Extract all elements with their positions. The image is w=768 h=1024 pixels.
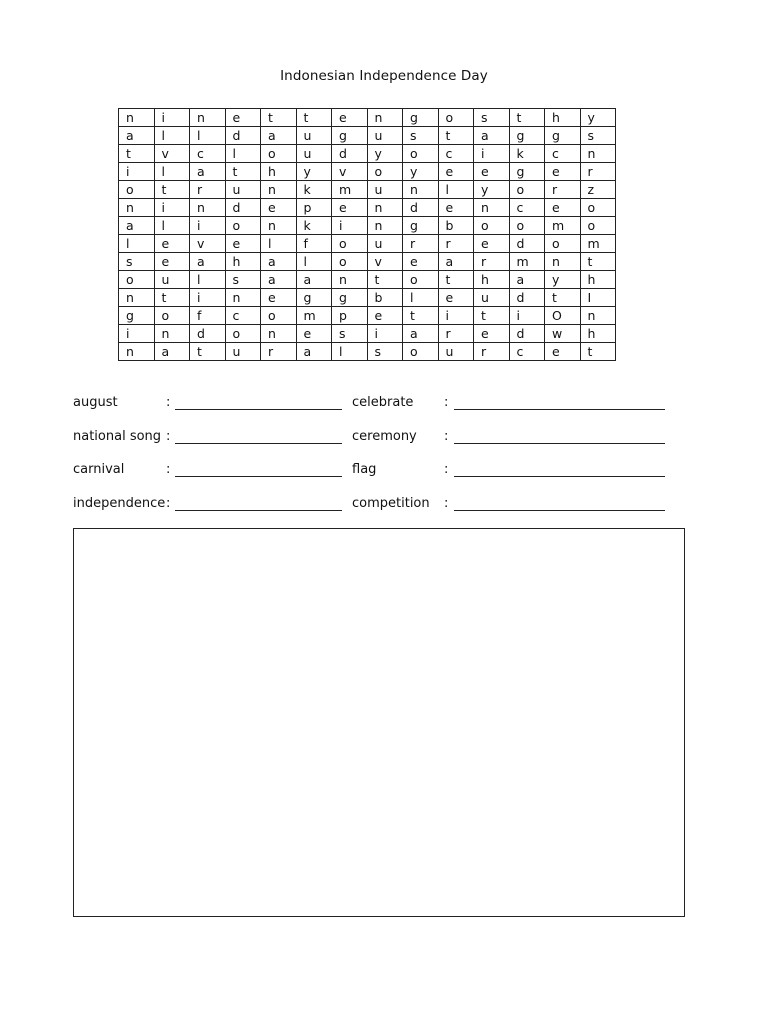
- grid-cell[interactable]: a: [296, 343, 332, 361]
- grid-cell[interactable]: n: [119, 289, 155, 307]
- grid-cell[interactable]: t: [545, 289, 581, 307]
- grid-cell[interactable]: e: [154, 253, 190, 271]
- answer-blank[interactable]: [175, 443, 342, 444]
- grid-cell[interactable]: n: [403, 181, 439, 199]
- grid-cell[interactable]: g: [332, 289, 368, 307]
- grid-cell[interactable]: s: [119, 253, 155, 271]
- grid-cell[interactable]: c: [509, 343, 545, 361]
- grid-cell[interactable]: c: [225, 307, 261, 325]
- grid-cell[interactable]: k: [296, 217, 332, 235]
- grid-cell[interactable]: r: [474, 343, 510, 361]
- grid-cell[interactable]: t: [190, 343, 226, 361]
- grid-cell[interactable]: t: [119, 145, 155, 163]
- grid-cell[interactable]: n: [332, 271, 368, 289]
- grid-cell[interactable]: y: [296, 163, 332, 181]
- grid-cell[interactable]: s: [474, 109, 510, 127]
- grid-cell[interactable]: n: [261, 217, 297, 235]
- vocab-word: celebrate: [352, 395, 414, 410]
- grid-cell[interactable]: l: [190, 271, 226, 289]
- grid-cell[interactable]: u: [367, 181, 403, 199]
- grid-cell[interactable]: r: [190, 181, 226, 199]
- grid-cell[interactable]: h: [225, 253, 261, 271]
- grid-cell[interactable]: a: [438, 253, 474, 271]
- grid-cell[interactable]: i: [367, 325, 403, 343]
- grid-cell[interactable]: r: [580, 163, 616, 181]
- answer-blank[interactable]: [175, 409, 342, 410]
- grid-cell[interactable]: r: [403, 235, 439, 253]
- grid-cell[interactable]: i: [190, 289, 226, 307]
- grid-cell[interactable]: y: [545, 271, 581, 289]
- grid-cell[interactable]: l: [296, 253, 332, 271]
- grid-cell[interactable]: u: [154, 271, 190, 289]
- grid-cell[interactable]: o: [225, 325, 261, 343]
- grid-cell[interactable]: h: [580, 271, 616, 289]
- grid-cell[interactable]: o: [474, 217, 510, 235]
- grid-cell[interactable]: n: [367, 217, 403, 235]
- grid-cell[interactable]: o: [403, 343, 439, 361]
- grid-row: [119, 325, 616, 343]
- grid-row: [119, 253, 616, 271]
- grid-cell[interactable]: o: [509, 181, 545, 199]
- grid-cell[interactable]: r: [474, 253, 510, 271]
- grid-cell[interactable]: u: [296, 145, 332, 163]
- grid-cell[interactable]: t: [580, 343, 616, 361]
- grid-cell[interactable]: k: [296, 181, 332, 199]
- grid-row: [119, 235, 616, 253]
- grid-cell[interactable]: r: [438, 325, 474, 343]
- grid-cell[interactable]: t: [367, 271, 403, 289]
- grid-cell[interactable]: o: [119, 271, 155, 289]
- grid-row: [119, 109, 616, 127]
- grid-cell[interactable]: n: [190, 109, 226, 127]
- grid-cell[interactable]: o: [367, 163, 403, 181]
- grid-cell[interactable]: f: [190, 307, 226, 325]
- answer-blank[interactable]: [175, 476, 342, 477]
- grid-cell[interactable]: e: [332, 199, 368, 217]
- vocab-word: ceremony: [352, 429, 417, 444]
- grid-cell[interactable]: n: [580, 145, 616, 163]
- grid-cell[interactable]: t: [509, 109, 545, 127]
- grid-cell[interactable]: g: [119, 307, 155, 325]
- grid-cell[interactable]: a: [119, 217, 155, 235]
- grid-cell[interactable]: e: [438, 289, 474, 307]
- grid-cell[interactable]: e: [545, 163, 581, 181]
- grid-cell[interactable]: u: [225, 343, 261, 361]
- grid-cell[interactable]: a: [261, 271, 297, 289]
- grid-cell[interactable]: n: [545, 253, 581, 271]
- grid-cell[interactable]: o: [119, 181, 155, 199]
- grid-cell[interactable]: l: [119, 235, 155, 253]
- grid-cell[interactable]: i: [509, 307, 545, 325]
- grid-cell[interactable]: e: [474, 325, 510, 343]
- grid-cell[interactable]: o: [545, 235, 581, 253]
- vocab-word: national song: [73, 429, 162, 444]
- grid-cell[interactable]: a: [261, 253, 297, 271]
- grid-cell[interactable]: d: [509, 325, 545, 343]
- grid-cell[interactable]: e: [403, 253, 439, 271]
- grid-cell[interactable]: u: [438, 343, 474, 361]
- grid-cell[interactable]: i: [474, 145, 510, 163]
- grid-cell[interactable]: d: [403, 199, 439, 217]
- vocab-colon: :: [444, 395, 449, 410]
- grid-cell[interactable]: i: [438, 307, 474, 325]
- grid-cell[interactable]: e: [225, 235, 261, 253]
- grid-cell[interactable]: n: [474, 199, 510, 217]
- grid-cell[interactable]: n: [119, 343, 155, 361]
- grid-cell[interactable]: s: [332, 325, 368, 343]
- grid-cell[interactable]: d: [509, 235, 545, 253]
- grid-cell[interactable]: a: [190, 253, 226, 271]
- grid-cell[interactable]: i: [154, 199, 190, 217]
- grid-cell[interactable]: o: [580, 217, 616, 235]
- grid-cell[interactable]: c: [509, 199, 545, 217]
- grid-cell[interactable]: e: [438, 199, 474, 217]
- vocab-colon: :: [444, 429, 449, 444]
- grid-cell[interactable]: g: [509, 127, 545, 145]
- grid-cell[interactable]: o: [438, 109, 474, 127]
- grid-cell[interactable]: a: [154, 343, 190, 361]
- drawing-answer-box[interactable]: [73, 528, 685, 917]
- grid-cell[interactable]: o: [261, 307, 297, 325]
- grid-cell[interactable]: y: [580, 109, 616, 127]
- grid-row: [119, 343, 616, 361]
- grid-cell[interactable]: m: [509, 253, 545, 271]
- grid-cell[interactable]: a: [119, 127, 155, 145]
- grid-cell[interactable]: d: [332, 145, 368, 163]
- grid-cell[interactable]: u: [474, 289, 510, 307]
- grid-cell[interactable]: e: [438, 163, 474, 181]
- grid-cell[interactable]: l: [438, 181, 474, 199]
- grid-cell[interactable]: n: [261, 181, 297, 199]
- grid-cell[interactable]: t: [261, 109, 297, 127]
- grid-row: [119, 307, 616, 325]
- grid-cell[interactable]: n: [367, 199, 403, 217]
- grid-cell[interactable]: m: [545, 217, 581, 235]
- grid-cell[interactable]: o: [332, 235, 368, 253]
- grid-cell[interactable]: i: [190, 217, 226, 235]
- grid-cell[interactable]: t: [580, 253, 616, 271]
- grid-cell[interactable]: a: [296, 271, 332, 289]
- grid-cell[interactable]: n: [225, 289, 261, 307]
- grid-cell[interactable]: d: [190, 325, 226, 343]
- grid-cell[interactable]: d: [225, 199, 261, 217]
- grid-cell[interactable]: w: [545, 325, 581, 343]
- answer-blank[interactable]: [454, 443, 665, 444]
- grid-cell[interactable]: o: [580, 199, 616, 217]
- grid-cell[interactable]: g: [545, 127, 581, 145]
- grid-cell[interactable]: z: [580, 181, 616, 199]
- vocab-word: august: [73, 395, 118, 410]
- vocab-colon: :: [166, 496, 171, 511]
- grid-cell[interactable]: a: [509, 271, 545, 289]
- grid-cell[interactable]: s: [367, 343, 403, 361]
- grid-cell[interactable]: l: [154, 127, 190, 145]
- grid-cell[interactable]: p: [332, 307, 368, 325]
- grid-cell[interactable]: e: [296, 325, 332, 343]
- grid-cell[interactable]: y: [403, 163, 439, 181]
- grid-cell[interactable]: o: [509, 217, 545, 235]
- grid-row: [119, 127, 616, 145]
- grid-cell[interactable]: y: [367, 145, 403, 163]
- grid-cell[interactable]: e: [261, 199, 297, 217]
- grid-cell[interactable]: v: [154, 145, 190, 163]
- grid-cell[interactable]: r: [545, 181, 581, 199]
- grid-cell[interactable]: l: [190, 127, 226, 145]
- grid-cell[interactable]: n: [261, 325, 297, 343]
- grid-cell[interactable]: e: [261, 289, 297, 307]
- grid-cell[interactable]: p: [296, 199, 332, 217]
- grid-cell[interactable]: l: [154, 217, 190, 235]
- grid-cell[interactable]: h: [545, 109, 581, 127]
- grid-cell[interactable]: c: [190, 145, 226, 163]
- grid-cell[interactable]: a: [403, 325, 439, 343]
- grid-cell[interactable]: t: [154, 289, 190, 307]
- grid-cell[interactable]: n: [154, 325, 190, 343]
- grid-cell[interactable]: u: [296, 127, 332, 145]
- grid-cell[interactable]: e: [154, 235, 190, 253]
- grid-cell[interactable]: O: [545, 307, 581, 325]
- grid-row: [119, 181, 616, 199]
- grid-cell[interactable]: n: [119, 199, 155, 217]
- grid-cell[interactable]: o: [154, 307, 190, 325]
- grid-cell[interactable]: g: [403, 109, 439, 127]
- grid-cell[interactable]: b: [367, 289, 403, 307]
- grid-cell[interactable]: l: [261, 235, 297, 253]
- grid-cell[interactable]: r: [438, 235, 474, 253]
- grid-cell[interactable]: s: [403, 127, 439, 145]
- grid-cell[interactable]: l: [332, 343, 368, 361]
- grid-cell[interactable]: r: [261, 343, 297, 361]
- grid-cell[interactable]: l: [154, 163, 190, 181]
- word-search-grid: [118, 108, 616, 361]
- grid-cell[interactable]: t: [296, 109, 332, 127]
- grid-cell[interactable]: b: [438, 217, 474, 235]
- grid-cell[interactable]: o: [225, 217, 261, 235]
- grid-cell[interactable]: v: [332, 163, 368, 181]
- grid-cell[interactable]: e: [545, 199, 581, 217]
- grid-cell[interactable]: a: [261, 127, 297, 145]
- grid-cell[interactable]: k: [509, 145, 545, 163]
- grid-cell[interactable]: n: [119, 109, 155, 127]
- grid-cell[interactable]: t: [154, 181, 190, 199]
- vocab-colon: :: [166, 462, 171, 477]
- grid-cell[interactable]: n: [580, 307, 616, 325]
- grid-cell[interactable]: m: [332, 181, 368, 199]
- grid-cell[interactable]: t: [474, 307, 510, 325]
- grid-cell[interactable]: u: [367, 127, 403, 145]
- grid-cell[interactable]: y: [474, 181, 510, 199]
- grid-cell[interactable]: s: [225, 271, 261, 289]
- vocab-colon: :: [166, 429, 171, 444]
- grid-cell[interactable]: d: [225, 127, 261, 145]
- grid-row: [119, 163, 616, 181]
- vocab-word: carnival: [73, 462, 125, 477]
- answer-blank[interactable]: [175, 510, 342, 511]
- grid-cell[interactable]: h: [580, 325, 616, 343]
- grid-row: [119, 145, 616, 163]
- grid-cell[interactable]: m: [296, 307, 332, 325]
- grid-cell[interactable]: i: [332, 217, 368, 235]
- vocab-colon: :: [444, 496, 449, 511]
- grid-cell[interactable]: i: [119, 325, 155, 343]
- grid-cell[interactable]: v: [367, 253, 403, 271]
- answer-blank[interactable]: [454, 476, 665, 477]
- grid-cell[interactable]: g: [296, 289, 332, 307]
- answer-blank[interactable]: [454, 510, 665, 511]
- grid-cell[interactable]: e: [545, 343, 581, 361]
- grid-cell[interactable]: g: [403, 217, 439, 235]
- grid-row: [119, 199, 616, 217]
- grid-cell[interactable]: n: [190, 199, 226, 217]
- grid-cell[interactable]: e: [225, 109, 261, 127]
- grid-cell[interactable]: a: [474, 127, 510, 145]
- vocab-colon: :: [166, 395, 171, 410]
- vocab-word: independence: [73, 496, 166, 511]
- grid-row: [119, 217, 616, 235]
- grid-cell[interactable]: h: [261, 163, 297, 181]
- grid-cell[interactable]: c: [438, 145, 474, 163]
- grid-cell[interactable]: i: [119, 163, 155, 181]
- grid-cell[interactable]: i: [154, 109, 190, 127]
- grid-cell[interactable]: v: [190, 235, 226, 253]
- grid-cell[interactable]: l: [225, 145, 261, 163]
- grid-cell[interactable]: f: [296, 235, 332, 253]
- grid-cell[interactable]: u: [367, 235, 403, 253]
- grid-cell[interactable]: t: [438, 127, 474, 145]
- grid-cell[interactable]: t: [438, 271, 474, 289]
- grid-cell[interactable]: d: [509, 289, 545, 307]
- grid-cell[interactable]: g: [509, 163, 545, 181]
- vocab-word: flag: [352, 462, 377, 477]
- grid-row: [119, 289, 616, 307]
- worksheet-title: Indonesian Independence Day: [280, 68, 488, 84]
- grid-cell[interactable]: u: [225, 181, 261, 199]
- grid-cell[interactable]: t: [225, 163, 261, 181]
- answer-blank[interactable]: [454, 409, 665, 410]
- grid-cell[interactable]: o: [332, 253, 368, 271]
- grid-cell[interactable]: e: [474, 235, 510, 253]
- grid-cell[interactable]: s: [580, 127, 616, 145]
- grid-cell[interactable]: e: [474, 163, 510, 181]
- grid-cell[interactable]: c: [545, 145, 581, 163]
- grid-cell[interactable]: h: [474, 271, 510, 289]
- grid-row: [119, 271, 616, 289]
- grid-cell[interactable]: n: [367, 109, 403, 127]
- grid-cell[interactable]: t: [403, 307, 439, 325]
- vocab-word: competition: [352, 496, 430, 511]
- grid-cell[interactable]: l: [403, 289, 439, 307]
- grid-cell[interactable]: o: [403, 145, 439, 163]
- vocab-colon: :: [444, 462, 449, 477]
- grid-cell[interactable]: o: [403, 271, 439, 289]
- grid-cell[interactable]: e: [367, 307, 403, 325]
- grid-cell[interactable]: g: [332, 127, 368, 145]
- grid-cell[interactable]: m: [580, 235, 616, 253]
- grid-cell[interactable]: I: [580, 289, 616, 307]
- grid-cell[interactable]: o: [261, 145, 297, 163]
- grid-cell[interactable]: e: [332, 109, 368, 127]
- grid-cell[interactable]: a: [190, 163, 226, 181]
